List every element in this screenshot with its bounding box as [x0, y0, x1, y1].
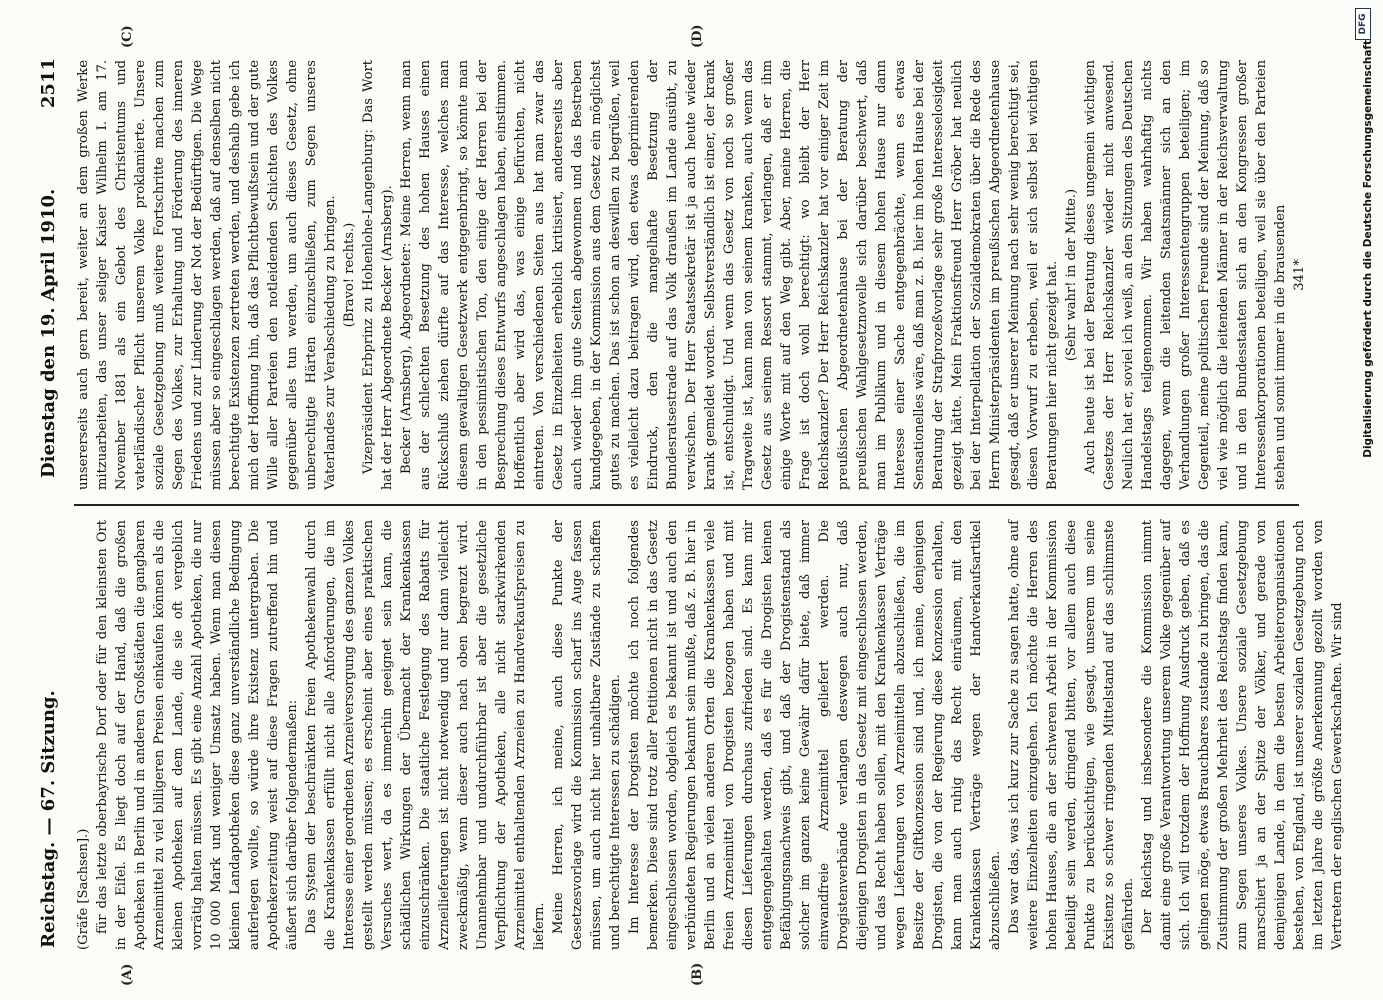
header-date: Dienstag den 19. April 1910. [37, 188, 59, 478]
left-paragraph: Im Interesse der Drogisten möchte ich noch folgendes bemerken. Diese sind trotz aller Petitionen nicht in das Gesetz eingeschlossen worden, obgleich es bekannt ist und auch den verbündeten Regierungen bekannt sein mußte, daß z. B. hier in Berlin und an vielen anderen Orten die Krankenkassen viele freien Arzneimittel von Drogisten bezogen haben und mit diesen Lieferungen durchaus zufrieden sind. Es kann mir entgegengehalten werden, daß es für die Drogisten keinen Befähigungsnachweis gibt, und daß der Drogistenstand als solcher im ganzen keine Gewähr dafür biete, daß immer einwandfreie Arzneimittel geliefert werden. Die Drogistenverbände verlangen deswegen auch nur, daß diejenigen Drogisten in das Gesetz mit eingeschlossen werden, und das Recht haben sollen, mit den Krankenkassen Verträge wegen Lieferungen von Arzneimitteln abzuschließen, die im Besitze der Giftkonzession sind und, ich meine, denjenigen Drogisten, die von der Regierung diese Konzession erhalten, kann man auch ruhig das Recht einräumen, mit den Krankenkassen Verträge wegen der Handverkaufsartikel abzuschließen. [627, 520, 1003, 950]
dfg-logo: DFG [1355, 8, 1371, 40]
president-announcement: Vizepräsident Erbprinz zu Hohenlohe-Langenburg: Das Wort hat der Herr Abgeordnete Becker (Arnsberg). [361, 60, 395, 490]
left-paragraph: Der Reichstag und insbesondere die Kommission nimmt damit eine große Verantwortung unserem Volke gegenüber auf sich. Ich will trotzdem der Hoffnung Ausdruck geben, daß es gelingen möge, etwas Brauchbares zustande zu bringen, das die Zustimmung der großen Mehrheit des Reichstags finden kann, zum Segen unseres Volkes. Unsere soziale Gesetzgebung marschiert ja an der Spitze der Völker, und gerade von demjenigen Lande, in dem die besten Arbeiterorganisationen bestehen, von England, ist unserer sozialen Gesetzgebung noch im letzten Jahre die größte Anerkennung gezollt worden von Vertretern der englischen Gewerkschaften. Wir sind [1140, 520, 1345, 950]
applause-note: (Sehr wahr! in der Mitte.) [1064, 188, 1079, 362]
header-left: Reichstag. — 67. Sitzung. [37, 690, 59, 948]
right-paragraph: unsererseits auch gern bereit, weiter an dem großen Werke mitzuarbeiten, das unser seliger Kaiser Wilhelm I. am 17. November 1881 als ein Gebot des Christentums und vaterländischer Pflicht unserem Volke proklamierte. Unsere soziale Gesetzgebung muß weitere Fortschritte machen zum Segen des Volkes, zur Erhaltung und Förderung des inneren Friedens und zur Linderung der Not der Bedürftigen. Die Wege müssen aber so eingeschlagen werden, daß auf denselben nicht berechtigte Existenzen zertreten werden, und deshalb gebe ich mich der Hoffnung hin, daß das Pflichtbewußtsein und der gute Wille aller Parteien den notleidenden Schichten des Volkes gegenüber alles tun werden, um auch dieses Gesetz, ohne unberechtigte Härten einzuschließen, zum Segen unseres Vaterlandes zur Verabschiedung zu bringen. [76, 60, 338, 490]
right-column [74, 60, 1307, 490]
left-paragraph: für das letzte oberbayrische Dorf oder für den kleinsten Ort in der Eifel. Es liegt doch auf der Hand, daß die großen Apotheken in Berlin und in anderen Großstädten die gangbaren Arzneimittel zu viel billigeren Preisen einkaufen können als die kleinen Apotheken auf dem Lande, die sie oft vergeblich vorrätig halten müssen. Es gibt eine Anzahl Apotheken, die nur 10 000 Mark und weniger Umsatz haben. Wenn man diesen kleinen Landapotheken diese ganz unverständliche Bedingung auferlegen wollte, so würde ihre Existenz untergraben. Die Apothekerzeitung weist auf diese Fragen zutreffend hin und äußert sich darüber folgendermaßen: [95, 520, 300, 950]
left-paragraph: Meine Herren, ich meine, auch diese Punkte der Gesetzesvorlage wird die Kommission scharf ins Auge fassen müssen, um auch nicht hier unhaltbare Zustände zu schaffen und berechtigte Interessen zu schädigen. [551, 520, 623, 950]
page-number: 2511 [37, 58, 59, 109]
page-header [30, 58, 66, 948]
margin-marker-c: (C) [120, 25, 135, 48]
column-divider [74, 504, 1299, 506]
digitization-credit: Digitalisierung gefördert durch die Deutsche Forschungsgemeinschaft [1362, 40, 1374, 458]
speech-paragraph: Becker (Arnsberg), Abgeordneter: Meine Herren, wenn man aus der schlechten Besetzung des hohen Hauses einen Rückschluß ziehen dürfte auf das Interesse, welches man diesem gewaltigen Gesetzwerk entgegenbringt, so könnte man in den pessimistischen Ton, den einige der Herren bei der Besprechung dieses Entwurfs angeschlagen haben, einstimmen. Hoffentlich aber wird das, was einige befürchten, nicht eintreten. Von verschiedenen Seiten aus hat man zwar das Gesetz in Einzelheiten erheblich kritisiert, andererseits aber auch wieder ihm gute Seiten abgewonnen und das Bestreben kundgegeben, in der Kommission aus dem Gesetz ein möglichst gutes zu machen. Das ist schon an deswillen zu begrüßen, weil es vielleicht dazu beitragen wird, den etwas deprimierenden Eindruck, den die mangelhafte Besetzung der Bundesratsestrade auf das Volk draußen im Lande ausübt, zu verwischen. Der Herr Staatssekretär ist ja auch heute wieder krank gemeldet worden. Selbstverständlich ist einer, der krank ist, entschuldigt. Und wenn das Gesetz von noch so großer Tragweite ist, kann man von seinem kranken, auch wenn das Gesetz aus seinem Ressort stammt, verlangen, daß er ihm einige Worte mit auf den Weg gibt. Aber, meine Herren, die Frage ist doch wohl berechtigt: wo bleibt der Herr Reichskanzler? Der Herr Reichskanzler hat vor einiger Zeit im preußischen Abgeordnetenhause bei der Beratung der preußischen Wahlgesetznovelle sich darüber beschwert, daß man im Publikum und in diesem hohen Hause nur dann Interesse einer Sache entgegenbrächte, wenn es etwas Sensationelles wäre, daß man z. B. hier im hohen Hause bei der Beratung der Strafprozeßvorlage sehr große Interesselosigkeit gezeigt hätte. Mein Fraktionsfreund Herr Gröber hat neulich bei der Interpellation der Sozialdemokraten über die Rede des Herrn Ministerpräsidenten im preußischen Abgeordnetenhause gesagt, daß er unserer Meinung nach sehr wenig berechtigt sei, diesen Vorwurf zu erheben, weil er sich selbst bei wichtigen Beratungen hier nicht gezeigt hat. [399, 60, 1060, 490]
left-column [74, 520, 1345, 950]
speaker-tag: (Gräfe [Sachsen].) [76, 828, 91, 950]
left-paragraph: Das war das, was ich kurz zur Sache zu sagen hatte, ohne auf weitere Einzelheiten einzugehen. Ich möchte die Herren des hohen Hauses, die an der schweren Arbeit in der Kommission beteiligt sein werden, dringend bitten, vor allem auch diese Punkte zu berücksichtigen, wie gesagt, unserem um seine Existenz so schwer ringenden Mittelstand auf das schlimmste gefährden. [1007, 520, 1136, 950]
margin-marker-d: (D) [690, 24, 705, 48]
left-paragraph: Das System der beschränkten freien Apothekenwahl durch die Krankenkassen erfüllt nicht alle Anforderungen, die im Interesse einer geordneten Arzneiversorgung des ganzen Volkes gestellt werden müssen; es erscheint aber eines praktischen Versuches wert, da es immerhin geeignet sein kann, die schädlichen Wirkungen der Übermacht der Krankenkassen einzuschränken. Die staatliche Festlegung des Rabatts für Arzneilieferungen ist nicht notwendig und nur dann vielleicht zweckmäßig, wenn dieser auch nach oben begrenzt wird. Unannehmbar und undurchführbar ist aber die gesetzliche Verpflichtung der Apotheken, alle nicht starkwirkenden Arzneimittel enthaltenden Arzneien zu Handverkaufspreisen zu liefern. [304, 520, 547, 950]
margin-marker-a: (A) [120, 963, 135, 986]
text-columns [74, 60, 1345, 950]
margin-marker-b: (B) [690, 962, 705, 986]
applause-note: (Bravo! rechts.) [342, 222, 357, 328]
signature-mark: 341* [1292, 259, 1307, 291]
closing-paragraph: Auch heute ist bei der Beratung dieses ungemein wichtigen Gesetzes der Herr Reichskanzler wieder nicht anwesend. Neulich hat er, soviel ich weiß, an den Sitzungen des Deutschen Handelstags teilgenommen. Wir haben wahrhaftig nichts dagegen, wenn die leitenden Staatsmänner sich an den Verhandlungen großer Interessentengruppen beteiligen; im Gegenteil, meine politischen Freunde sind der Meinung, daß so viel wie möglich die leitenden Männer in der Reichsverwaltung und in den Bundesstaaten sich an den Kongressen großer Interessenkorporationen beteiligen, weil sie über den Parteien stehen und somit immer in die brausenden [1083, 60, 1288, 490]
